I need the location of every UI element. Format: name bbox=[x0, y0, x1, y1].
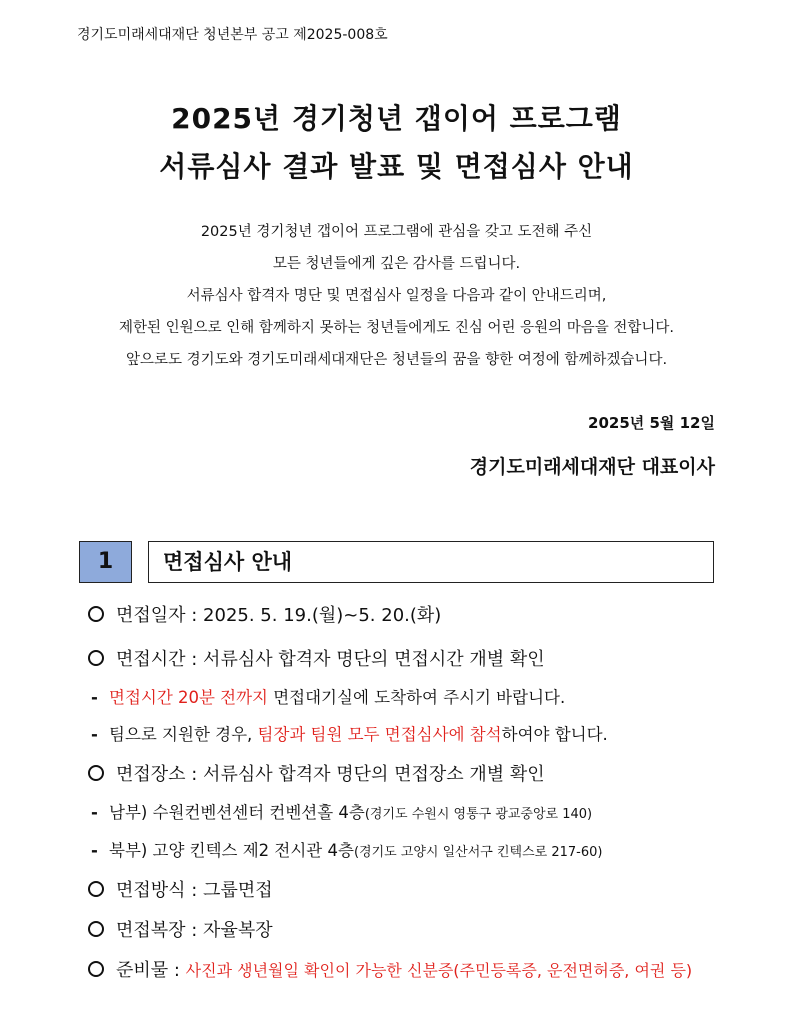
interview-place-item: 면접장소 : 서류심사 합격자 명단의 면접장소 개별 확인 bbox=[88, 760, 545, 786]
bullet-circle-icon bbox=[88, 881, 104, 897]
bullet-circle-icon bbox=[88, 921, 104, 937]
place-north: - 북부) 고양 킨텍스 제2 전시관 4층(경기도 고양시 일산서구 킨텍스로 217-60) bbox=[91, 841, 603, 860]
greeting-line: 서류심사 합격자 명단 및 면접심사 일정을 다음과 같이 안내드리며, bbox=[186, 288, 607, 304]
time-sub-arrival: - 면접시간 20분 전까지 면접대기실에 도착하여 주시기 바랍니다. bbox=[91, 688, 566, 707]
interview-time-item: 면접시간 : 서류심사 합격자 명단의 면접시간 개별 확인 bbox=[88, 645, 545, 671]
bullet-circle-icon bbox=[88, 961, 104, 977]
bullet-circle-icon bbox=[88, 650, 104, 666]
place-south: - 남부) 수원컨벤션센터 컨벤션홀 4층(경기도 수원시 영통구 광교중앙로 140) bbox=[91, 803, 593, 822]
preparation-item: 준비물 : 사진과 생년월일 확인이 가능한 신분증(주민등록증, 운전면허증, 여권 등) bbox=[88, 956, 692, 982]
interview-dress-item: 면접복장 : 자율복장 bbox=[88, 916, 273, 942]
bullet-circle-icon bbox=[88, 765, 104, 781]
place-south-address: (경기도 수원시 영통구 광교중앙로 140) bbox=[364, 807, 593, 822]
arrival-highlight: 면접시간 20분 전까지 bbox=[109, 688, 268, 707]
greeting-line: 제한된 인원으로 인해 함께하지 못하는 청년들에게도 진심 어린 응원의 마음을 전합니다. bbox=[119, 320, 674, 336]
section-number: 1 bbox=[79, 541, 132, 583]
time-sub-team: - 팀으로 지원한 경우, 팀장과 팀원 모두 면접심사에 참석하여야 합니다. bbox=[91, 725, 608, 744]
dash-icon: - bbox=[91, 841, 98, 860]
team-highlight: 팀장과 팀원 모두 면접심사에 참석 bbox=[257, 725, 502, 744]
bullet-circle-icon bbox=[88, 606, 104, 622]
title-line-2: 서류심사 결과 발표 및 면접심사 안내 bbox=[159, 150, 634, 183]
dash-icon: - bbox=[91, 725, 98, 744]
notice-number: 경기도미래세대재단 청년본부 공고 제2025-008호 bbox=[77, 27, 388, 43]
greeting-line: 앞으로도 경기도와 경기도미래세대재단은 청년들의 꿈을 향한 여정에 함께하겠습니다. bbox=[125, 352, 668, 368]
section-title: 면접심사 안내 bbox=[148, 541, 714, 583]
dash-icon: - bbox=[91, 803, 98, 822]
announcement-date: 2025년 5월 12일 bbox=[588, 414, 715, 432]
greeting-line: 모든 청년들에게 깊은 감사를 드립니다. bbox=[272, 256, 521, 272]
place-north-address: (경기도 고양시 일산서구 킨텍스로 217-60) bbox=[353, 845, 603, 860]
greeting-line: 2025년 경기청년 갭이어 프로그램에 관심을 갖고 도전해 주신 bbox=[200, 224, 593, 240]
interview-method-item: 면접방식 : 그룹면접 bbox=[88, 876, 273, 902]
dash-icon: - bbox=[91, 688, 98, 707]
signer: 경기도미래세대재단 대표이사 bbox=[469, 456, 715, 478]
preparation-highlight: 사진과 생년월일 확인이 가능한 신분증(주민등록증, 운전면허증, 여권 등) bbox=[185, 961, 693, 980]
title-line-1: 2025년 경기청년 갭이어 프로그램 bbox=[171, 102, 622, 135]
interview-date-item: 면접일자 : 2025. 5. 19.(월)~5. 20.(화) bbox=[88, 601, 441, 627]
